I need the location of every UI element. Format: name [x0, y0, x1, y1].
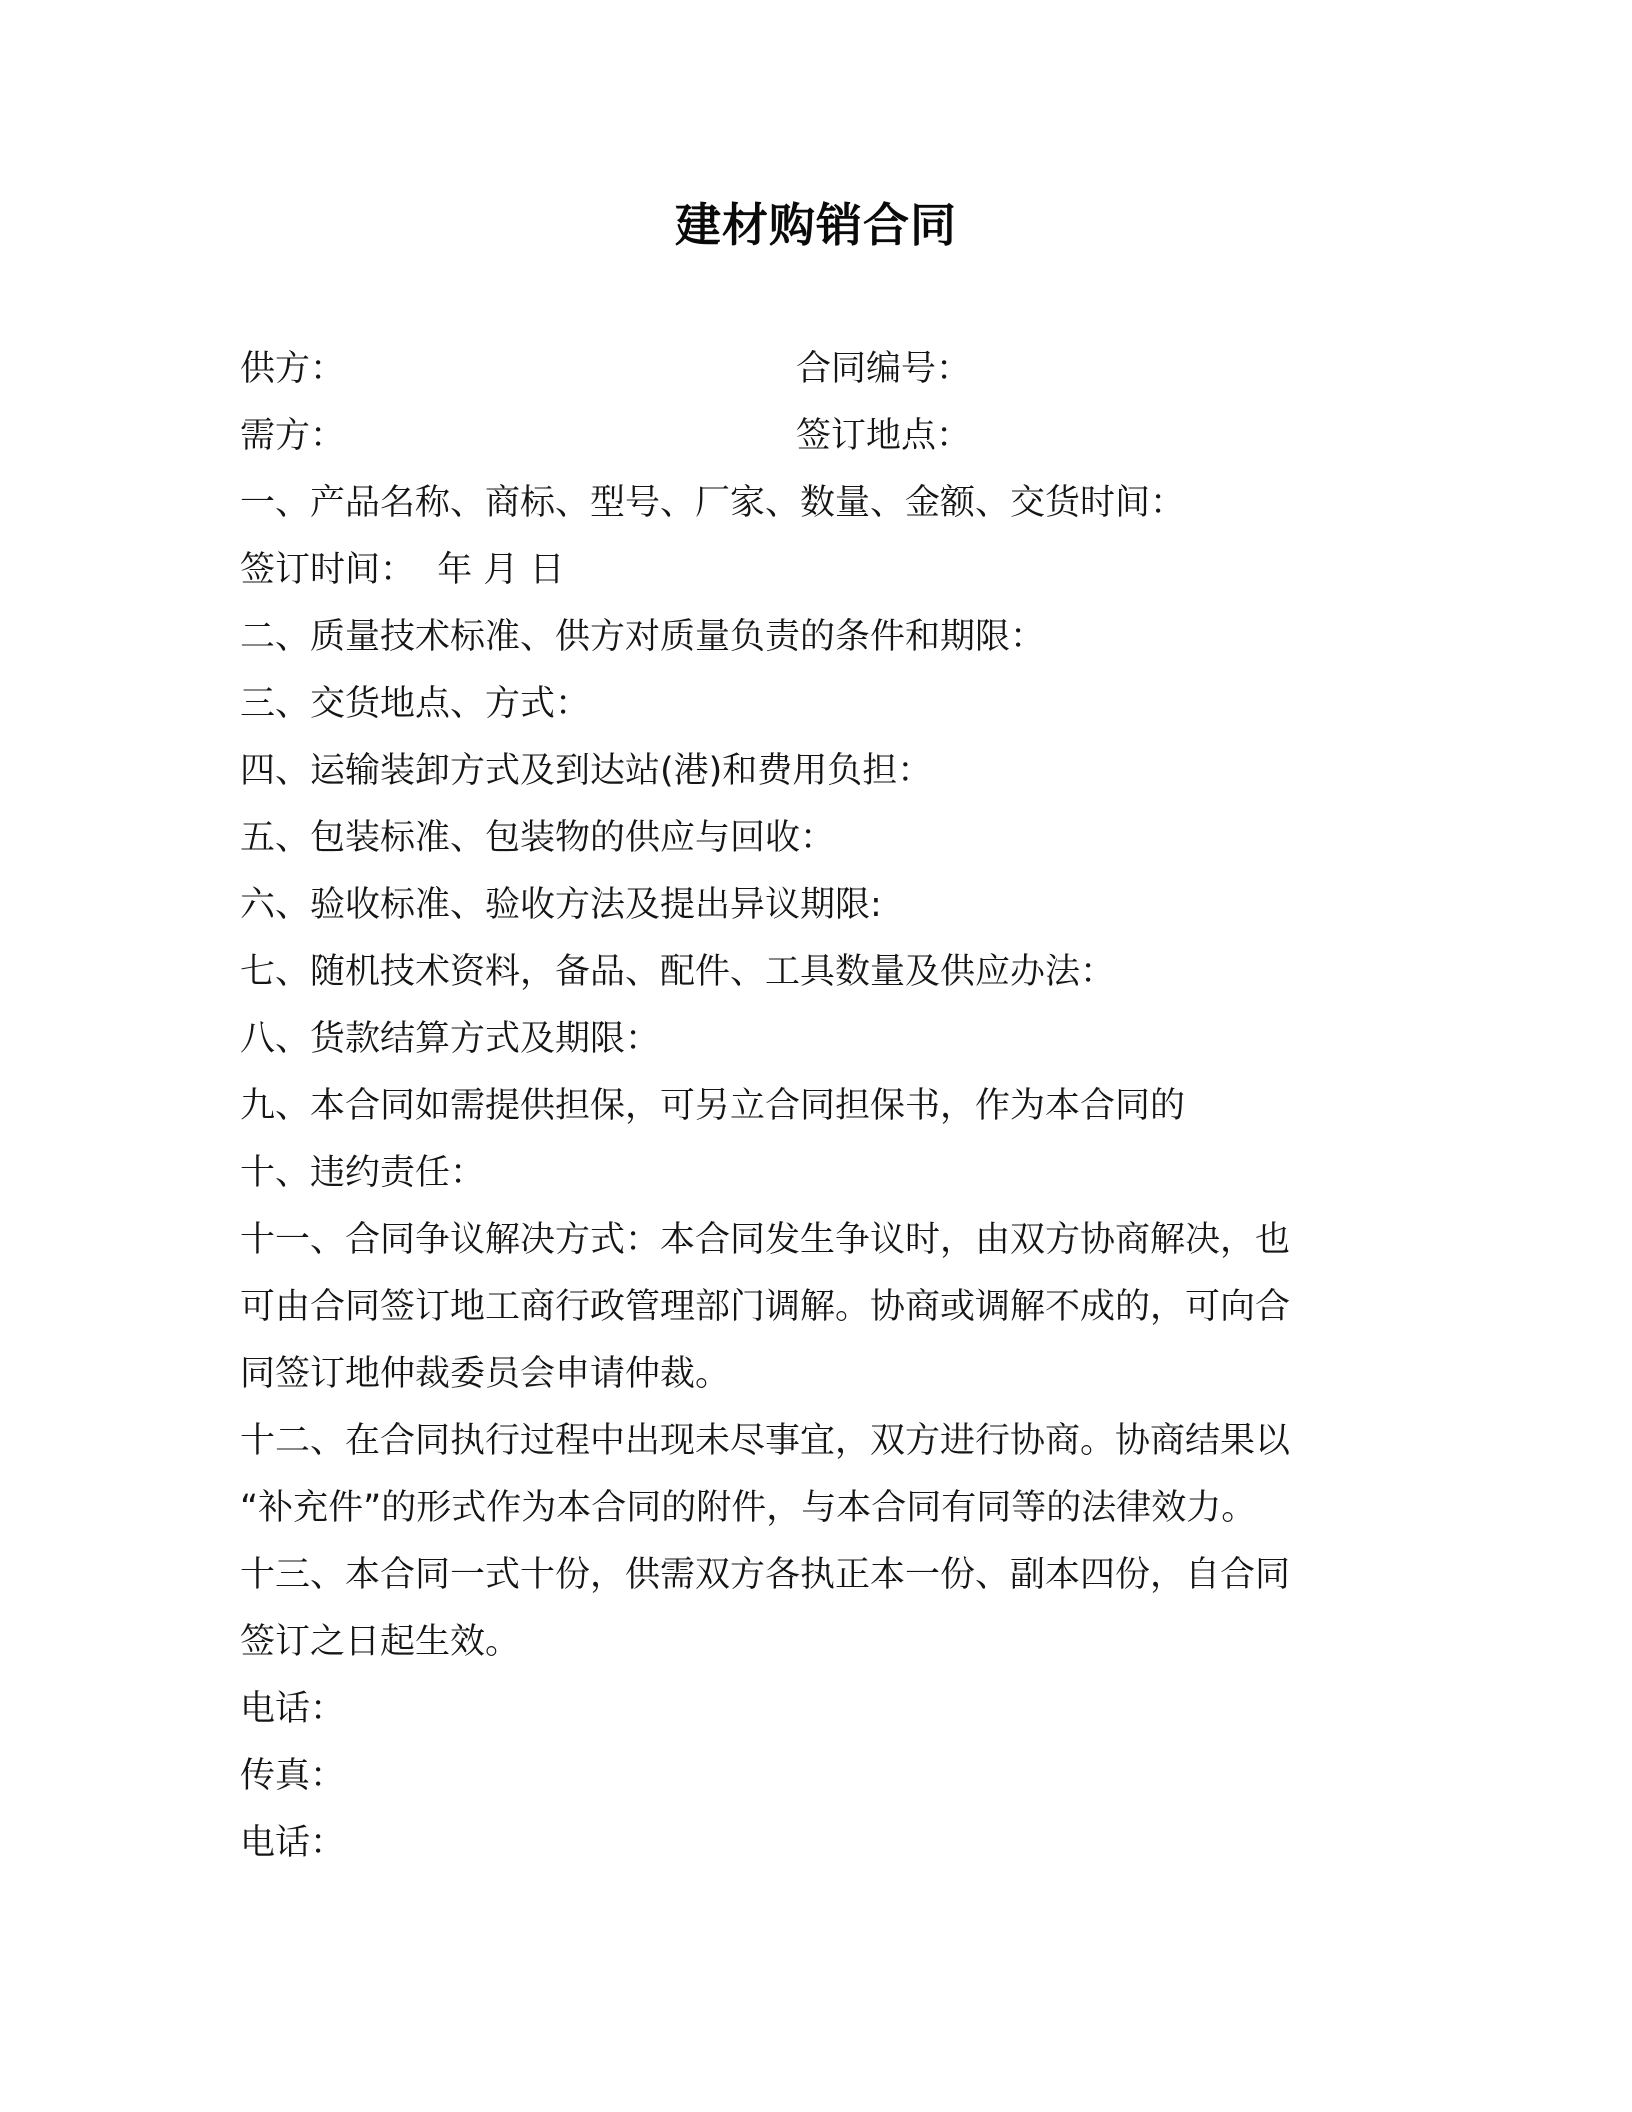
clause-12 — [240, 1408, 1390, 1542]
contract-number-label: 合同编号： — [796, 349, 972, 389]
supplier-label: 供方： — [240, 349, 346, 389]
clause-13 — [240, 1542, 1390, 1676]
header-row-2 — [240, 403, 1390, 470]
clause-9: 九、本合同如需提供担保，可另立合同担保书，作为本合同的 — [240, 1086, 1186, 1126]
clause-1: 一、产品名称、商标、型号、厂家、数量、金额、交货时间： — [240, 483, 1186, 523]
sign-date: 签订时间： 年 月 日 — [240, 550, 565, 590]
clause-10: 十、违约责任： — [240, 1153, 486, 1193]
clause-7: 七、随机技术资料，备品、配件、工具数量及供应办法： — [240, 952, 1116, 992]
clause-11-line: 可由合同签订地工商行政管理部门调解。协商或调解不成的，可向合 — [240, 1287, 1291, 1327]
clause-11 — [240, 1207, 1390, 1408]
buyer-label: 需方： — [240, 416, 346, 456]
clause-5: 五、包装标准、包装物的供应与回收： — [240, 818, 836, 858]
phone-label: 电话： — [240, 1689, 346, 1729]
header-row-1 — [240, 336, 1390, 403]
clause-8: 八、货款结算方式及期限： — [240, 1019, 661, 1059]
fax-label: 传真： — [240, 1756, 346, 1796]
clause-3: 三、交货地点、方式： — [240, 684, 591, 724]
phone-label-secondary: 电话： — [240, 1823, 346, 1863]
clause-11-line: 同签订地仲裁委员会申请仲裁。 — [240, 1354, 731, 1394]
contract-body — [240, 336, 1390, 1877]
document-title: 建材购销合同 — [675, 198, 957, 252]
clause-11-line: 十一、合同争议解决方式：本合同发生争议时，由双方协商解决，也 — [240, 1220, 1291, 1260]
clause-2: 二、质量技术标准、供方对质量负责的条件和期限： — [240, 617, 1046, 657]
clause-13-line: 十三、本合同一式十份，供需双方各执正本一份、副本四份，自合同 — [240, 1555, 1291, 1595]
clause-6: 六、验收标准、验收方法及提出异议期限: — [240, 885, 882, 925]
clause-4: 四、运输装卸方式及到达站(港)和费用负担： — [240, 751, 933, 791]
sign-place-label: 签订地点： — [796, 416, 972, 456]
clause-13-line: 签订之日起生效。 — [240, 1622, 521, 1662]
clause-12-line: “补充件”的形式作为本合同的附件，与本合同有同等的法律效力。 — [240, 1488, 1257, 1528]
clause-12-line: 十二、在合同执行过程中出现未尽事宜，双方进行协商。协商结果以 — [240, 1421, 1291, 1461]
